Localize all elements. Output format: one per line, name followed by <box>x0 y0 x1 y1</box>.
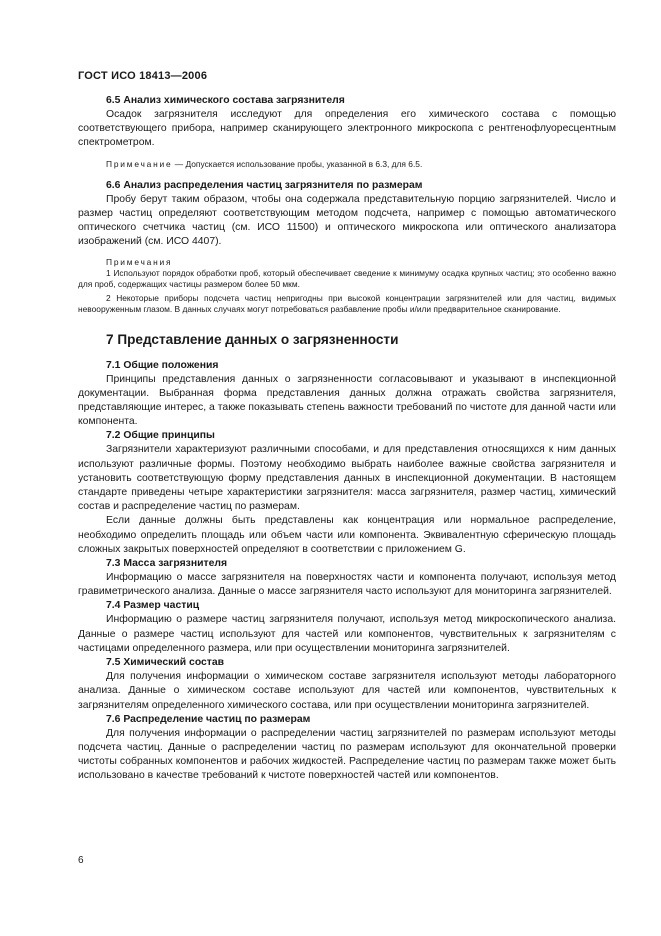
note-label: Примечание <box>106 158 173 169</box>
section-7-1-title: 7.1 Общие положения <box>106 359 219 371</box>
section-7-4-title: 7.4 Размер частиц <box>106 600 200 612</box>
section-7-title: 7 Представление данных о загрязненности <box>106 331 399 347</box>
section-7-3-title: 7.3 Масса загрязнителя <box>106 558 228 570</box>
section-7-2-paragraph-2: Если данные должны быть представлены как концентрация или нормальное распределение, необходимо определить площадь или объем части или компонента. Эквивалентную сферическую площадь сложных закрытых поверхностей определяют в соответствии с приложением G. <box>78 515 616 555</box>
document-header: ГОСТ ИСО 18413—2006 <box>78 70 208 82</box>
notes-title: Примечания <box>106 256 173 267</box>
section-7-3-paragraph: Информацию о массе загрязнителя на поверхностях части и компонента получают, используя метод гравиметрического анализа. Данные о массе загрязнителя часто используют для мониторинга загрязнителей. <box>78 572 616 598</box>
note-2: 2 Некоторые приборы подсчета частиц непригодны при высокой концентрации загрязнителей или для частиц, видимых невооруженным глазом. В данных случаях могут потребоваться разбавление пробы и/или предварительное сканирование. <box>78 293 616 315</box>
section-7-2-paragraph-1: Загрязнители характеризуют различными способами, и для представления относящихся к ним данных используют различные формы. Поэтому необходимо выбрать наиболее важные свойства загрязнителя и установить соответствующую форму представления данных в инспекционной документации. В настоящем стандарте приведены четыре характеристики загрязнителя: масса загрязнителя, размер частиц, химический состав и распределение частиц по размерам. <box>78 444 616 513</box>
section-7-2-title: 7.2 Общие принципы <box>106 430 215 442</box>
section-7-5-title: 7.5 Химический состав <box>106 657 225 669</box>
document-body <box>78 94 616 784</box>
section-6-5-note <box>78 159 616 170</box>
page-number: 6 <box>78 855 84 866</box>
note-text: — Допускается использование пробы, указанной в 6.3, для 6.5. <box>172 158 423 169</box>
section-6-5-paragraph: Осадок загрязнителя исследуют для определения его химического состава с помощью соответствующего прибора, например сканирующего электронного микроскопа с рентгенофлуоресцентным спектрометром. <box>78 109 616 149</box>
note-1: 1 Используют порядок обработки проб, который обеспечивает сведение к минимуму осадка крупных частиц; это особенно важно для проб, содержащих частицы размером более 50 мкм. <box>78 267 616 290</box>
section-6-6-title: 6.6 Анализ распределения частиц загрязнителя по размерам <box>106 179 423 191</box>
section-7-1-paragraph: Принципы представления данных о загрязненности согласовывают и указывают в инспекционной документации. Выбранная форма представления данных должна отражать свойства загрязнителя, представляющие интерес, а также показывать степень важности требований по чистоте для данной части или компонента. <box>78 373 616 428</box>
section-6-5-title: 6.5 Анализ химического состава загрязнителя <box>106 95 345 106</box>
section-7-4-paragraph: Информацию о размере частиц загрязнителя получают, используя метод микроскопического анализа. Данные о размере частиц используют для частей или компонентов, чувствительных к загрязнителям с частицами определенного размера, или при осуществлении мониторинга загрязнителей. <box>78 614 616 654</box>
section-7-6-title: 7.6 Распределение частиц по размерам <box>106 713 311 725</box>
section-7-6-paragraph: Для получения информации о распределении частиц загрязнителей по размерам используют методы подсчета частиц. Данные о распределении частиц по размерам используют для окончательной проверки чистоты собранных компонентов и рабочих жидкостей. Распределение частиц по размерам также может быть использовано в качестве требований к чистоте поверхностей частей или компонентов. <box>78 727 616 782</box>
section-7-5-paragraph: Для получения информации о химическом составе загрязнителя используют методы лабораторного анализа. Данные о химическом составе используют для частей или компонентов, чувствительных к загрязнителям определенного химического состава, или при осуществлении мониторинга загрязнителей. <box>78 671 616 711</box>
section-6-6-paragraph: Пробу берут таким образом, чтобы она содержала представительную порцию загрязнителей. Число и размер частиц определяют соответствующим методом подсчета, например с помощью автоматического оптического счетчика частиц (см. ИСО 11500) и оптического микроскопа или оптического анализатора изображений (см. ИСО 4407). <box>78 193 616 248</box>
